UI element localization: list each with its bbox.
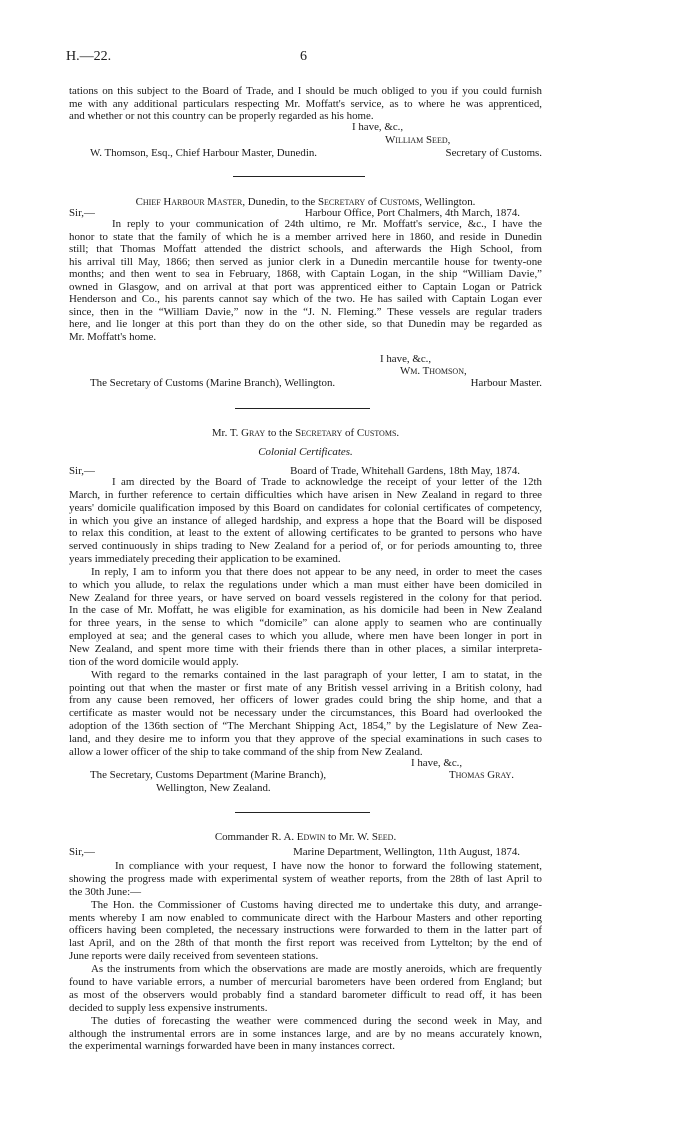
- letter3-addressee-city: Wellington, New Zealand.: [156, 782, 271, 794]
- paragraph-line: As the instruments from which the observations are made are mostly aneroids, which are frequently: [91, 963, 542, 976]
- paragraph-line: found to have variable errors, a number of mercurial barometers have been ordered from England; but: [69, 976, 542, 989]
- heading-part: to the: [265, 427, 296, 439]
- paragraph-line: years immediately preceding their application to be examined.: [69, 553, 341, 566]
- letter4-body: [69, 860, 542, 1053]
- heading-part: Chief Harbour Master: [135, 196, 243, 208]
- heading-part: Secretary: [317, 196, 366, 208]
- paragraph-line: With regard to the remarks contained in the last paragraph of your letter, I am to statat, in the: [91, 668, 542, 681]
- paragraph-line: Henderson and Co., his parents cannot say which of the two. He has sailed with Captain Logan ever: [69, 293, 542, 305]
- paragraph-line: from any cause been removed, her officers of lower grades could bring the ship home, and that a: [69, 694, 542, 707]
- letter4-salutation: Sir,—: [69, 846, 95, 858]
- paragraph-line: I am directed by the Board of Trade to acknowledge the receipt of your letter of the 12th: [112, 476, 542, 488]
- paragraph-line: here, and lie longer at this port than they do on the other side, so that Dunedin may be regarded as: [69, 318, 542, 330]
- paragraph-line: tations on this subject to the Board of Trade, and I should be much obliged to you if you could furnish: [69, 85, 542, 97]
- paragraph-line: and whether or not this country can be properly regarded as his home.: [69, 110, 374, 122]
- letter1-addressee: W. Thomson, Esq., Chief Harbour Master, Dunedin.: [90, 147, 318, 159]
- letter1-signature: William Seed,: [385, 134, 451, 146]
- paragraph-line: In reply to your communication of 24th ultimo, re Mr. Moffatt's service, &c., I have the: [112, 218, 542, 230]
- letter3-addressee: The Secretary, Customs Department (Marine Branch),: [90, 769, 327, 781]
- paragraph-line: owned in Glasgow, and on arrival at that port was apprenticed either to Captain Logan or Patrick: [69, 280, 542, 293]
- paragraph-line: allow a lower officer of the ship to take command of the ship from New Zealand.: [69, 745, 423, 758]
- section-divider: [235, 408, 370, 409]
- paragraph-line: tion of the word domicile would apply.: [69, 655, 239, 668]
- letter3-heading: [69, 427, 542, 439]
- letter1-title: Secretary of Customs.: [445, 147, 542, 159]
- paragraph-line: certificate as master would not be necessary under the circumstances, this Board had overlooked the: [69, 707, 542, 720]
- paragraph-line: In the case of Mr. Moffatt, he was eligible for examination, as his domicile had been in New Zealand: [69, 604, 542, 617]
- letter3-signature: Thomas Gray.: [449, 769, 515, 781]
- letter1-body: [69, 85, 542, 123]
- heading-part: Customs: [379, 196, 420, 208]
- paragraph-line: honor to state that the family of which he is a member arrived here in 1860, and reside in Dunedin: [69, 230, 542, 243]
- section-divider: [233, 176, 365, 177]
- paragraph-line: ments whereby I am now enabled to communicate direct with the Harbour Masters and other reporting: [69, 911, 542, 924]
- heading-part: to Mr. W.: [325, 831, 372, 843]
- heading-part: Customs: [356, 427, 397, 439]
- paragraph-line: me with any additional particulars respecting Mr. Moffatt's service, as to where he was apprenticed,: [69, 97, 542, 110]
- paragraph-line: to which you allude, to relax the regulations under which a man must either have been domiciled in: [69, 578, 542, 591]
- paragraph-line: In reply, I am to inform you that there does not appear to be any need, in order to meet the cases: [91, 565, 542, 578]
- paragraph-line: to relax this condition, at least to the extent of allowing certificates to be granted to persons who have: [69, 527, 542, 540]
- section-divider: [235, 812, 370, 813]
- paragraph-line: his arrival till May, 1866; then served as junior clerk in a Dunedin mercantile house for twenty-one: [69, 255, 542, 268]
- paragraph-line: Mr. Moffatt's home.: [69, 330, 157, 343]
- heading-part: Gray: [241, 427, 266, 439]
- heading-part: of: [365, 196, 380, 208]
- letter3-subheading: Colonial Certificates.: [258, 446, 353, 458]
- paragraph-line: in which you give an instance of alleged hardship, and express a hope that the Board will be disposed: [69, 514, 542, 527]
- paragraph-line: still; that Thomas Moffatt attended the district schools, and afterwards the High School, from: [69, 243, 542, 255]
- paragraph-line: the experimental warnings forwarded have been in many instances correct.: [69, 1040, 395, 1053]
- paragraph-line: although the instrumental errors are in some instances large, and are by no means accurately known,: [69, 1027, 542, 1040]
- page-number: 6: [300, 49, 307, 64]
- heading-part: Seed: [371, 831, 394, 843]
- paragraph-line: months; and then went to sea in February, 1868, with Captain Logan, in the ship “William Davie,”: [69, 268, 542, 280]
- paragraph-line: the 30th June:—: [69, 885, 141, 898]
- paragraph-line: The Hon. the Commissioner of Customs having directed me to undertake this duty, and arrange-: [91, 898, 542, 911]
- paragraph-line: pointing out that when the master or first mate of any British vessel arriving in a British colony, had: [69, 681, 542, 694]
- paragraph-line: land, and they desire me to inform you that they approve of the special examinations in such cases to: [69, 732, 542, 745]
- paragraph-line: adoption of the 136th section of “The Merchant Shipping Act, 1854,” by the Legislature of New Zea-: [69, 720, 542, 733]
- paragraph-line: as most of the observers would probably find a standard barometer difficult to read off, it has been: [69, 988, 542, 1001]
- paragraph-line: since, then in the “William Davie,” now in the “J. N. Fleming.” These vessels are regular traders: [69, 305, 542, 318]
- letter1-closing: I have, &c.,: [352, 121, 404, 133]
- paragraph-line: March, in further reference to certain difficulties which have arisen in New Zealand in regard to three: [69, 488, 542, 501]
- letter3-salutation: Sir,—: [69, 465, 95, 477]
- letter2-body: [69, 218, 542, 343]
- letter4-dateline: Marine Department, Wellington, 11th August, 1874.: [293, 846, 520, 858]
- letter3-body: [69, 476, 542, 759]
- paragraph-line: employed at sea; and the general cases to which you allude, where men have been longer in port in: [69, 630, 542, 643]
- paragraph-line: New Zealand, and spent more time with their friends there than in other places, a similar interpreta-: [69, 642, 542, 655]
- paragraph-line: New Zealand for three years, or have served on board vessels registered in the colony for that period.: [69, 591, 542, 604]
- heading-part: Edwin: [296, 831, 326, 843]
- paragraph-line: June reports were daily received from seventeen stations.: [69, 950, 319, 963]
- heading-part: Mr. T.: [211, 427, 242, 439]
- paragraph-line: last April, and on the 28th of that month the first report was received from Lyttelton; by the end of: [69, 937, 542, 950]
- letter4-heading: [69, 831, 542, 843]
- paragraph-line: served continuously in ships trading to New Zealand for a period of, or for periods amounting to, three: [69, 540, 542, 553]
- heading-part: .: [396, 427, 400, 439]
- heading-part: Commander R. A.: [214, 831, 297, 843]
- letter3-closing: I have, &c.,: [411, 757, 463, 769]
- letter2-signature: Wm. Thomson,: [400, 365, 467, 377]
- paragraph-line: for three years, in the sense to which “domicile” can alone apply to seamen who are continually: [69, 617, 542, 630]
- letter2-dateline: Harbour Office, Port Chalmers, 4th March, 1874.: [304, 207, 520, 219]
- paragraph-line: In compliance with your request, I have now the honor to forward the following statement,: [115, 860, 542, 872]
- heading-part: Secretary: [295, 427, 343, 439]
- paragraph-line: officers having been completed, the necessary instructions were forwarded to them in the latter part of: [69, 924, 542, 937]
- letter2-title: Harbour Master.: [470, 377, 542, 389]
- paragraph-line: showing the progress made with experimental system of weather reports, from the 28th of last April to: [69, 872, 542, 885]
- document-reference: H.—22.: [66, 49, 112, 64]
- letter3-dateline: Board of Trade, Whitehall Gardens, 18th May, 1874.: [290, 465, 520, 477]
- heading-part: , Wellington.: [419, 196, 476, 208]
- letter2-addressee: The Secretary of Customs (Marine Branch), Wellington.: [90, 377, 336, 389]
- heading-part: of: [342, 427, 357, 439]
- letter2-salutation: Sir,—: [69, 207, 95, 219]
- letter2-closing: I have, &c.,: [380, 353, 432, 365]
- heading-part: , Dunedin, to the: [242, 196, 318, 208]
- paragraph-line: The duties of forecasting the weather were commenced during the second week in May, and: [91, 1014, 542, 1027]
- paragraph-line: years' domicile qualification imposed by this Board on candidates for colonial certificates of competency,: [69, 501, 542, 514]
- paragraph-line: decided to supply less expensive instruments.: [69, 1001, 268, 1014]
- heading-part: .: [393, 831, 397, 843]
